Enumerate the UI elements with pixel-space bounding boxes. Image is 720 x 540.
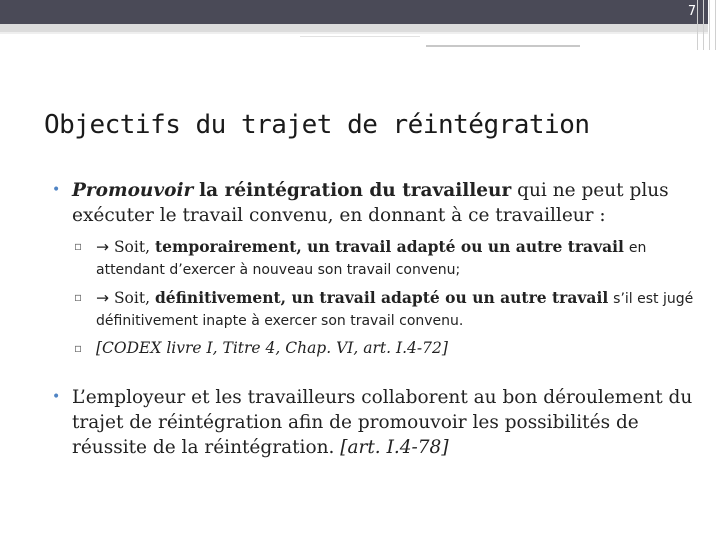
- sub-bullet-emphasis: temporairement, un travail adapté ou un autre travail: [154, 237, 624, 256]
- bullet-text: qui ne peut plus exécuter le travail convenu, en donnant à ce travailleur :: [72, 180, 669, 226]
- header-divider: [709, 0, 710, 50]
- sub-bullet-text: en attendant d’exercer à nouveau son travail convenu;: [96, 240, 647, 278]
- header-bar: [0, 0, 708, 24]
- bullet-item: [48, 385, 698, 460]
- sub-bullet-item: [48, 287, 698, 332]
- arrow-icon: →: [96, 289, 109, 307]
- sub-bullet-icon: ▫: [74, 341, 83, 355]
- header-stripe: [0, 32, 708, 34]
- bullet-item: [48, 178, 698, 228]
- header-accent-rule: [300, 36, 420, 37]
- page-number: 7: [687, 4, 697, 19]
- header-divider: [703, 0, 704, 50]
- bullet-emphasis: Promouvoir: [72, 180, 194, 201]
- arrow-icon: →: [96, 238, 109, 256]
- bullet-emphasis: la réintégration du travailleur: [199, 180, 512, 201]
- header-accent-rule: [426, 45, 580, 47]
- sub-bullet-item: [48, 236, 698, 281]
- sub-bullet-text: Soit,: [113, 238, 151, 256]
- header-divider: [715, 0, 716, 50]
- bullet-icon: •: [52, 389, 61, 405]
- sub-bullet-icon: ▫: [74, 239, 83, 253]
- article-reference: [art. I.4-78]: [340, 437, 449, 458]
- bullet-icon: •: [52, 182, 61, 198]
- slide-title: Objectifs du trajet de réintégration: [44, 110, 590, 140]
- sub-bullet-item: [48, 338, 698, 359]
- header-band: [0, 24, 708, 32]
- sub-bullet-icon: ▫: [74, 290, 83, 304]
- sub-bullet-text: Soit,: [113, 289, 151, 307]
- slide-content: [48, 178, 698, 460]
- bullet-text: L’employeur et les travailleurs collaborent au bon déroulement du trajet de réintégration afin de promouvoir les possibilités de réussite de la réintégration.: [72, 387, 693, 458]
- codex-reference: [CODEX livre I, Titre 4, Chap. VI, art. I.4-72]: [96, 339, 448, 357]
- sub-bullet-emphasis: définitivement, un travail adapté ou un autre travail: [154, 288, 609, 307]
- sub-bullet-text: s’il est jugé définitivement inapte à exercer son travail convenu.: [96, 291, 694, 329]
